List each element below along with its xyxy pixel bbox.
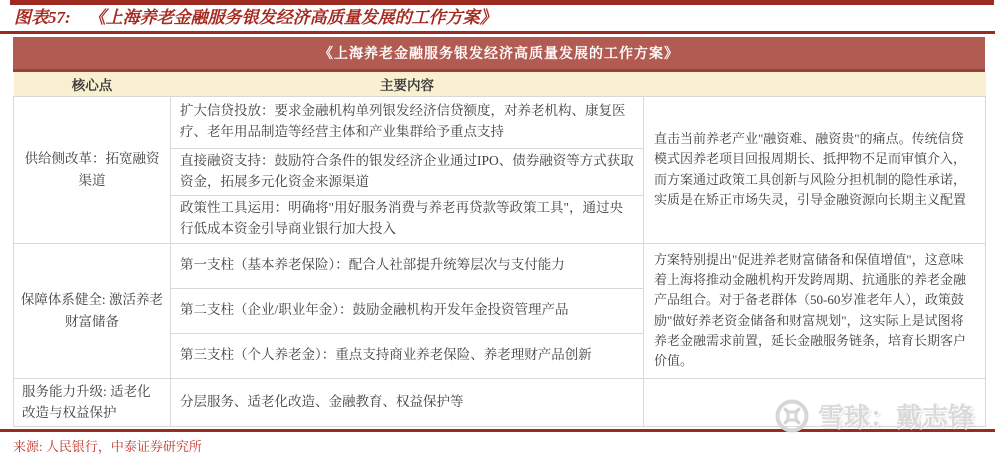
item-third-pillar: 第三支柱（个人养老金）：重点支持商业养老保险、养老理财产品创新	[171, 333, 644, 378]
work-plan-table	[13, 72, 986, 427]
column-header-empty	[644, 72, 986, 96]
core-point-service-upgrade: 服务能力升级: 适老化改造与权益保护	[14, 378, 171, 426]
analysis-supply-side: 直击当前养老产业"融资难、融资贵"的痛点。传统信贷模式因养老项目回报周期长、抵押物不足而审慎介入，而方案通过政策工具创新与风险分担机制的隐性承诺，实质是在矫正市场失灵，引导金融资源向长期主义配置	[644, 96, 986, 243]
column-header-row	[14, 72, 986, 96]
item-second-pillar: 第二支柱（企业/职业年金）：鼓励金融机构开发年金投资管理产品	[171, 288, 644, 333]
item-first-pillar: 第一支柱（基本养老保险）：配合人社部提升统筹层次与支付能力	[171, 243, 644, 288]
item-direct-financing: 直接融资支持：鼓励符合条件的银发经济企业通过IPO、债券融资等方式获取资金，拓展多元化资金来源渠道	[171, 148, 644, 195]
figure-caption	[0, 5, 998, 31]
core-point-security-system: 保障体系健全: 激活养老财富储备	[14, 243, 171, 378]
title-underline	[0, 31, 995, 34]
column-header-core-point: 核心点	[14, 72, 171, 96]
column-header-main-content: 主要内容	[171, 72, 644, 96]
table-row	[14, 243, 986, 288]
document-banner: 《上海养老金融服务银发经济高质量发展的工作方案》	[13, 37, 985, 72]
figure-title: 《上海养老金融服务银发经济高质量发展的工作方案》	[88, 8, 497, 27]
item-policy-tools: 政策性工具运用：明确将"用好服务消费与养老再贷款等政策工具"，通过央行低成本资金引导商业银行加大投入	[171, 195, 644, 243]
item-layered-services: 分层服务、适老化改造、金融教育、权益保护等	[171, 378, 644, 426]
core-point-supply-side: 供给侧改革：拓宽融资渠道	[14, 96, 171, 243]
analysis-security-system: 方案特别提出"促进养老财富储备和保值增值"，这意味着上海将推动金融机构开发跨周期、抗通胀的养老金融产品组合。对于备老群体（50-60岁准老年人），政策鼓励"做好养老资金储备和财富规划"，这实际上是试图将养老金融需求前置，延长金融服务链条，培育长期客户价值。	[644, 243, 986, 378]
watermark	[774, 397, 974, 434]
table-row	[14, 96, 986, 148]
figure-label: 图表57:	[14, 8, 71, 27]
item-credit-expansion: 扩大信贷投放：要求金融机构单列银发经济信贷额度，对养老机构、康复医疗、老年用品制造等经营主体和产业集群给予重点支持	[171, 96, 644, 148]
source-note: 来源: 人民银行，中泰证券研究所	[13, 438, 202, 454]
xueqiu-logo-icon	[774, 398, 810, 434]
work-plan-table-wrap	[13, 37, 985, 427]
watermark-text: 雪球：戴志锋	[817, 403, 974, 432]
